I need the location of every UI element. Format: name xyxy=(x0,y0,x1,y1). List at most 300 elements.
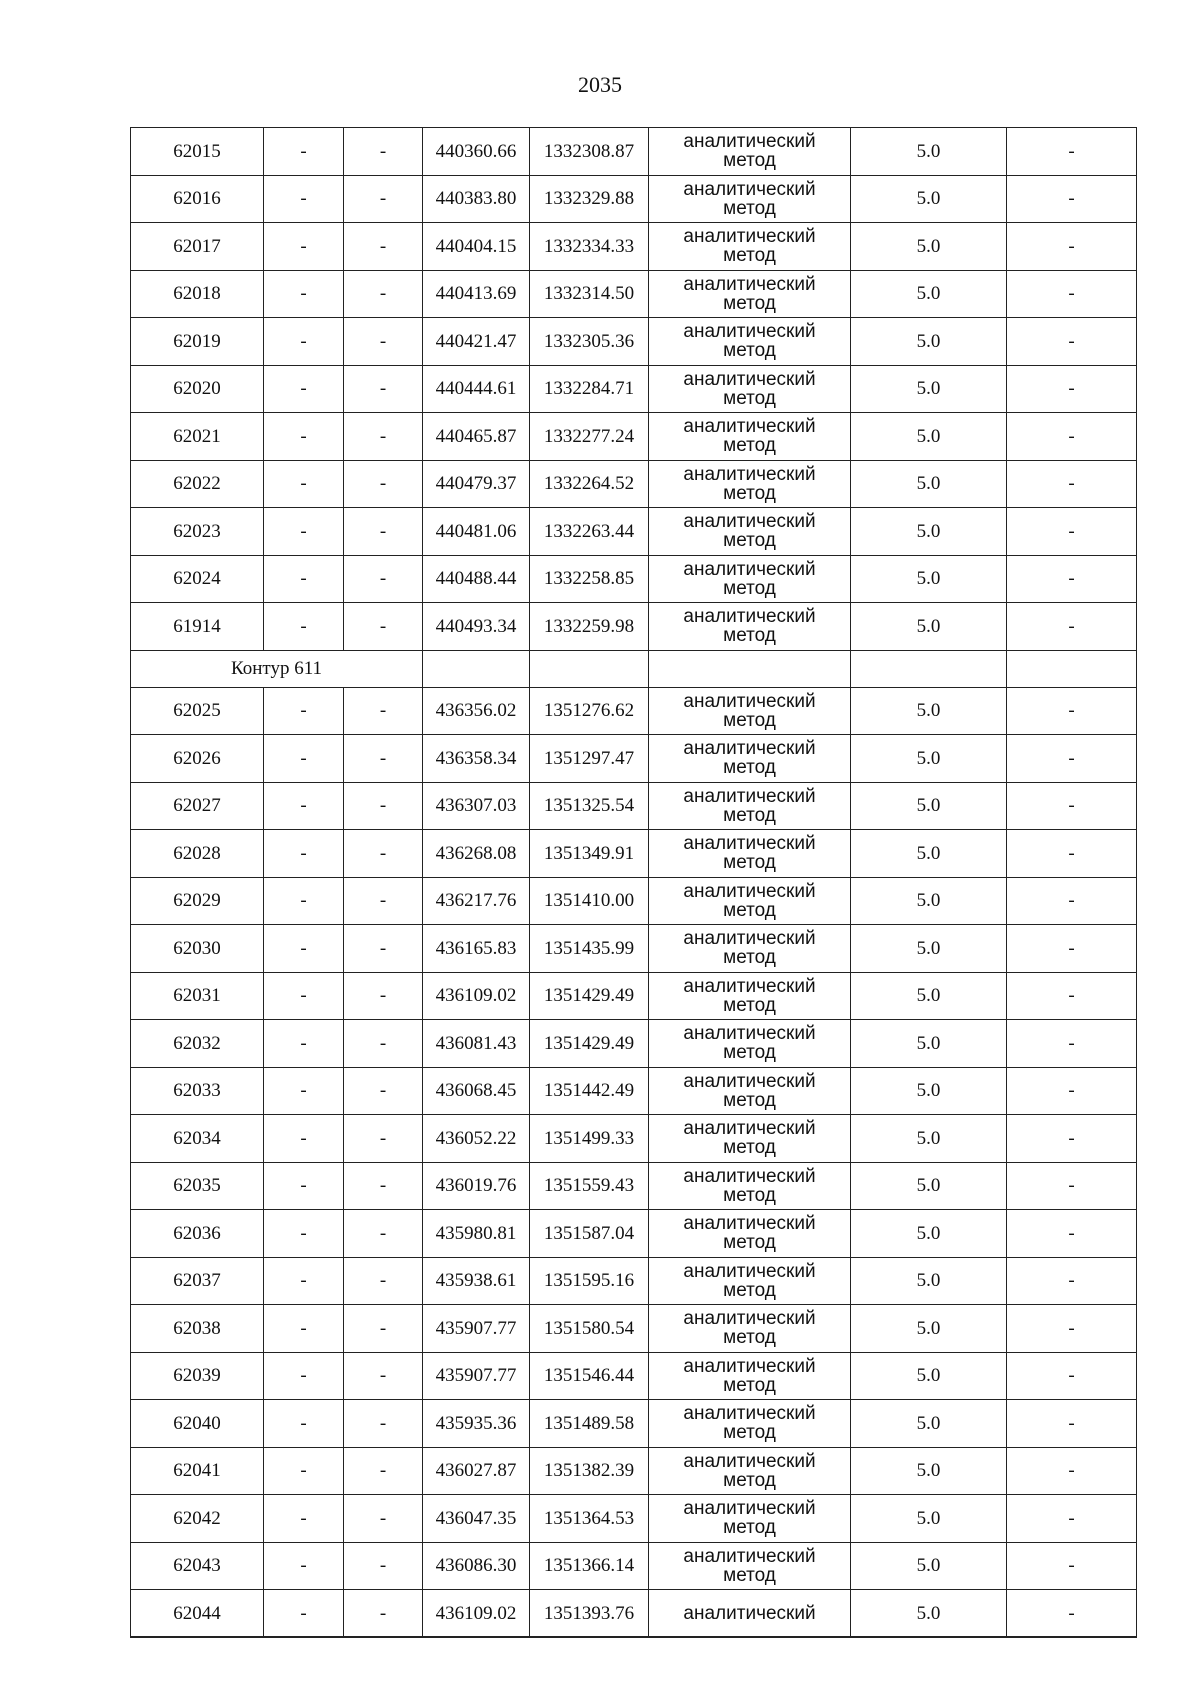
x-coordinate-cell: 435980.81 xyxy=(423,1210,530,1258)
section-empty-cell xyxy=(851,650,1007,687)
point-number-cell: 62024 xyxy=(131,555,264,603)
dash-cell: - xyxy=(1007,1115,1137,1163)
table-row xyxy=(131,687,1137,735)
table-row xyxy=(131,603,1137,651)
dash-cell: - xyxy=(1007,1447,1137,1495)
accuracy-cell: 5.0 xyxy=(851,1020,1007,1068)
x-coordinate-cell: 435907.77 xyxy=(423,1352,530,1400)
x-coordinate-cell: 440444.61 xyxy=(423,365,530,413)
x-coordinate-cell: 440383.80 xyxy=(423,175,530,223)
method-text: аналитический xyxy=(683,606,816,628)
accuracy-cell: 5.0 xyxy=(851,555,1007,603)
y-coordinate-cell: 1351382.39 xyxy=(530,1447,649,1495)
method-text: метод xyxy=(723,387,776,409)
y-coordinate-cell: 1332305.36 xyxy=(530,318,649,366)
accuracy-cell: 5.0 xyxy=(851,1257,1007,1305)
method-cell xyxy=(649,1162,851,1210)
y-coordinate-cell: 1351559.43 xyxy=(530,1162,649,1210)
point-number-cell: 62021 xyxy=(131,413,264,461)
accuracy-cell: 5.0 xyxy=(851,1542,1007,1590)
x-coordinate-cell: 436358.34 xyxy=(423,735,530,783)
dash-cell: - xyxy=(264,1115,344,1163)
method-cell xyxy=(649,1067,851,1115)
x-coordinate-cell: 440493.34 xyxy=(423,603,530,651)
dash-cell: - xyxy=(1007,460,1137,508)
point-number-cell: 62028 xyxy=(131,830,264,878)
point-number-cell: 62040 xyxy=(131,1400,264,1448)
method-cell xyxy=(649,735,851,783)
method-cell xyxy=(649,830,851,878)
table-row xyxy=(131,1590,1137,1638)
method-text: метод xyxy=(723,1517,776,1539)
dash-cell: - xyxy=(264,318,344,366)
y-coordinate-cell: 1332308.87 xyxy=(530,128,649,176)
method-text: аналитический xyxy=(683,1118,816,1140)
method-text: метод xyxy=(723,1232,776,1254)
dash-cell: - xyxy=(264,1162,344,1210)
point-number-cell: 62030 xyxy=(131,925,264,973)
accuracy-cell: 5.0 xyxy=(851,270,1007,318)
method-text: аналитический xyxy=(683,1403,816,1425)
x-coordinate-cell: 435907.77 xyxy=(423,1305,530,1353)
dash-cell: - xyxy=(344,555,423,603)
dash-cell: - xyxy=(344,1162,423,1210)
method-cell xyxy=(649,365,851,413)
dash-cell: - xyxy=(1007,972,1137,1020)
method-text: метод xyxy=(723,340,776,362)
table-row xyxy=(131,1067,1137,1115)
method-text: метод xyxy=(723,757,776,779)
method-text: аналитический xyxy=(683,463,816,485)
table-row xyxy=(131,1162,1137,1210)
method-text: аналитический xyxy=(683,273,816,295)
x-coordinate-cell: 436019.76 xyxy=(423,1162,530,1210)
table-row xyxy=(131,555,1137,603)
accuracy-cell: 5.0 xyxy=(851,1447,1007,1495)
table-row xyxy=(131,223,1137,271)
dash-cell: - xyxy=(1007,1590,1137,1638)
method-text: метод xyxy=(723,530,776,552)
method-text: метод xyxy=(723,852,776,874)
method-text: аналитический xyxy=(683,131,816,153)
table-row xyxy=(131,1257,1137,1305)
accuracy-cell: 5.0 xyxy=(851,877,1007,925)
dash-cell: - xyxy=(1007,925,1137,973)
method-cell xyxy=(649,925,851,973)
method-text: метод xyxy=(723,435,776,457)
dash-cell: - xyxy=(344,1495,423,1543)
method-text: аналитический xyxy=(683,1602,816,1624)
y-coordinate-cell: 1351325.54 xyxy=(530,782,649,830)
dash-cell: - xyxy=(264,1495,344,1543)
dash-cell: - xyxy=(264,1305,344,1353)
y-coordinate-cell: 1351595.16 xyxy=(530,1257,649,1305)
accuracy-cell: 5.0 xyxy=(851,223,1007,271)
y-coordinate-cell: 1332277.24 xyxy=(530,413,649,461)
dash-cell: - xyxy=(264,270,344,318)
dash-cell: - xyxy=(1007,1542,1137,1590)
dash-cell: - xyxy=(1007,1352,1137,1400)
table-body-top xyxy=(131,128,1137,651)
accuracy-cell: 5.0 xyxy=(851,603,1007,651)
dash-cell: - xyxy=(1007,877,1137,925)
y-coordinate-cell: 1332329.88 xyxy=(530,175,649,223)
table-row xyxy=(131,1400,1137,1448)
x-coordinate-cell: 440479.37 xyxy=(423,460,530,508)
table-body-bottom xyxy=(131,687,1137,1637)
method-text: аналитический xyxy=(683,1213,816,1235)
method-text: метод xyxy=(723,577,776,599)
dash-cell: - xyxy=(1007,128,1137,176)
y-coordinate-cell: 1332334.33 xyxy=(530,223,649,271)
dash-cell: - xyxy=(344,223,423,271)
method-cell xyxy=(649,128,851,176)
method-cell xyxy=(649,1542,851,1590)
method-cell xyxy=(649,223,851,271)
method-cell xyxy=(649,603,851,651)
dash-cell: - xyxy=(344,782,423,830)
table-row xyxy=(131,1447,1137,1495)
dash-cell: - xyxy=(1007,830,1137,878)
dash-cell: - xyxy=(1007,555,1137,603)
accuracy-cell: 5.0 xyxy=(851,735,1007,783)
accuracy-cell: 5.0 xyxy=(851,1115,1007,1163)
dash-cell: - xyxy=(344,603,423,651)
dash-cell: - xyxy=(344,735,423,783)
dash-cell: - xyxy=(344,175,423,223)
point-number-cell: 62044 xyxy=(131,1590,264,1638)
accuracy-cell: 5.0 xyxy=(851,1305,1007,1353)
y-coordinate-cell: 1351410.00 xyxy=(530,877,649,925)
method-text: аналитический xyxy=(683,1023,816,1045)
x-coordinate-cell: 436086.30 xyxy=(423,1542,530,1590)
method-cell xyxy=(649,1352,851,1400)
dash-cell: - xyxy=(264,555,344,603)
point-number-cell: 61914 xyxy=(131,603,264,651)
method-text: метод xyxy=(723,1422,776,1444)
method-text: метод xyxy=(723,1042,776,1064)
method-text: аналитический xyxy=(683,558,816,580)
method-text: метод xyxy=(723,625,776,647)
method-cell xyxy=(649,687,851,735)
x-coordinate-cell: 436081.43 xyxy=(423,1020,530,1068)
dash-cell: - xyxy=(264,1210,344,1258)
accuracy-cell: 5.0 xyxy=(851,128,1007,176)
table-row xyxy=(131,925,1137,973)
method-text: аналитический xyxy=(683,1450,816,1472)
dash-cell: - xyxy=(1007,687,1137,735)
table-row xyxy=(131,460,1137,508)
method-text: аналитический xyxy=(683,880,816,902)
method-text: аналитический xyxy=(683,1165,816,1187)
method-text: аналитический xyxy=(683,511,816,533)
y-coordinate-cell: 1351580.54 xyxy=(530,1305,649,1353)
point-number-cell: 62035 xyxy=(131,1162,264,1210)
y-coordinate-cell: 1351297.47 xyxy=(530,735,649,783)
y-coordinate-cell: 1351349.91 xyxy=(530,830,649,878)
method-text: аналитический xyxy=(683,416,816,438)
x-coordinate-cell: 440481.06 xyxy=(423,508,530,556)
method-cell xyxy=(649,460,851,508)
x-coordinate-cell: 436052.22 xyxy=(423,1115,530,1163)
method-text: метод xyxy=(723,1089,776,1111)
point-number-cell: 62020 xyxy=(131,365,264,413)
dash-cell: - xyxy=(1007,1020,1137,1068)
dash-cell: - xyxy=(264,175,344,223)
dash-cell: - xyxy=(344,1067,423,1115)
point-number-cell: 62039 xyxy=(131,1352,264,1400)
accuracy-cell: 5.0 xyxy=(851,460,1007,508)
accuracy-cell: 5.0 xyxy=(851,687,1007,735)
dash-cell: - xyxy=(264,830,344,878)
accuracy-cell: 5.0 xyxy=(851,925,1007,973)
method-cell xyxy=(649,175,851,223)
method-text: метод xyxy=(723,1374,776,1396)
x-coordinate-cell: 436165.83 xyxy=(423,925,530,973)
method-text: аналитический xyxy=(683,1070,816,1092)
method-text: метод xyxy=(723,1564,776,1586)
section-empty-cell xyxy=(423,650,530,687)
dash-cell: - xyxy=(264,1400,344,1448)
dash-cell: - xyxy=(344,1210,423,1258)
accuracy-cell: 5.0 xyxy=(851,1495,1007,1543)
accuracy-cell: 5.0 xyxy=(851,830,1007,878)
table-row xyxy=(131,735,1137,783)
method-text: метод xyxy=(723,482,776,504)
dash-cell: - xyxy=(264,223,344,271)
method-cell xyxy=(649,413,851,461)
dash-cell: - xyxy=(344,460,423,508)
dash-cell: - xyxy=(344,365,423,413)
y-coordinate-cell: 1351364.53 xyxy=(530,1495,649,1543)
point-number-cell: 62033 xyxy=(131,1067,264,1115)
dash-cell: - xyxy=(264,413,344,461)
method-cell xyxy=(649,877,851,925)
y-coordinate-cell: 1351429.49 xyxy=(530,1020,649,1068)
dash-cell: - xyxy=(264,735,344,783)
dash-cell: - xyxy=(264,687,344,735)
x-coordinate-cell: 435935.36 xyxy=(423,1400,530,1448)
y-coordinate-cell: 1351546.44 xyxy=(530,1352,649,1400)
point-number-cell: 62017 xyxy=(131,223,264,271)
method-text: метод xyxy=(723,1327,776,1349)
dash-cell: - xyxy=(344,1257,423,1305)
y-coordinate-cell: 1332284.71 xyxy=(530,365,649,413)
y-coordinate-cell: 1351366.14 xyxy=(530,1542,649,1590)
accuracy-cell: 5.0 xyxy=(851,1210,1007,1258)
x-coordinate-cell: 436217.76 xyxy=(423,877,530,925)
table-row xyxy=(131,1352,1137,1400)
method-text: аналитический xyxy=(683,1308,816,1330)
point-number-cell: 62029 xyxy=(131,877,264,925)
x-coordinate-cell: 440421.47 xyxy=(423,318,530,366)
y-coordinate-cell: 1332314.50 xyxy=(530,270,649,318)
dash-cell: - xyxy=(264,128,344,176)
method-text: метод xyxy=(723,994,776,1016)
page-number: 2035 xyxy=(578,72,622,97)
section-label: Контур 611 xyxy=(131,650,423,687)
dash-cell: - xyxy=(344,1115,423,1163)
dash-cell: - xyxy=(264,1257,344,1305)
dash-cell: - xyxy=(264,1542,344,1590)
accuracy-cell: 5.0 xyxy=(851,1067,1007,1115)
method-cell xyxy=(649,1590,851,1638)
method-text: аналитический xyxy=(683,1545,816,1567)
x-coordinate-cell: 440413.69 xyxy=(423,270,530,318)
dash-cell: - xyxy=(1007,1305,1137,1353)
method-cell xyxy=(649,318,851,366)
accuracy-cell: 5.0 xyxy=(851,1352,1007,1400)
y-coordinate-cell: 1351429.49 xyxy=(530,972,649,1020)
table-row xyxy=(131,1020,1137,1068)
method-cell xyxy=(649,972,851,1020)
accuracy-cell: 5.0 xyxy=(851,413,1007,461)
y-coordinate-cell: 1351276.62 xyxy=(530,687,649,735)
point-number-cell: 62032 xyxy=(131,1020,264,1068)
table-row xyxy=(131,830,1137,878)
dash-cell: - xyxy=(1007,735,1137,783)
method-text: аналитический xyxy=(683,928,816,950)
dash-cell: - xyxy=(264,1352,344,1400)
dash-cell: - xyxy=(344,1447,423,1495)
y-coordinate-cell: 1351499.33 xyxy=(530,1115,649,1163)
dash-cell: - xyxy=(344,270,423,318)
method-cell xyxy=(649,1447,851,1495)
table-row xyxy=(131,175,1137,223)
method-text: метод xyxy=(723,804,776,826)
dash-cell: - xyxy=(344,925,423,973)
table-row xyxy=(131,270,1137,318)
point-number-cell: 62026 xyxy=(131,735,264,783)
method-text: метод xyxy=(723,150,776,172)
method-cell xyxy=(649,1305,851,1353)
dash-cell: - xyxy=(344,1305,423,1353)
point-number-cell: 62041 xyxy=(131,1447,264,1495)
method-cell xyxy=(649,782,851,830)
dash-cell: - xyxy=(344,413,423,461)
section-empty-cell xyxy=(530,650,649,687)
dash-cell: - xyxy=(264,1067,344,1115)
accuracy-cell: 5.0 xyxy=(851,1162,1007,1210)
y-coordinate-cell: 1351587.04 xyxy=(530,1210,649,1258)
x-coordinate-cell: 436027.87 xyxy=(423,1447,530,1495)
table-row xyxy=(131,318,1137,366)
method-cell xyxy=(649,508,851,556)
dash-cell: - xyxy=(264,460,344,508)
x-coordinate-cell: 436109.02 xyxy=(423,972,530,1020)
x-coordinate-cell: 436068.45 xyxy=(423,1067,530,1115)
point-number-cell: 62027 xyxy=(131,782,264,830)
dash-cell: - xyxy=(264,365,344,413)
point-number-cell: 62015 xyxy=(131,128,264,176)
point-number-cell: 62043 xyxy=(131,1542,264,1590)
dash-cell: - xyxy=(264,1447,344,1495)
x-coordinate-cell: 435938.61 xyxy=(423,1257,530,1305)
dash-cell: - xyxy=(1007,175,1137,223)
dash-cell: - xyxy=(1007,782,1137,830)
point-number-cell: 62037 xyxy=(131,1257,264,1305)
point-number-cell: 62016 xyxy=(131,175,264,223)
section-header xyxy=(131,650,1137,687)
section-empty-cell xyxy=(649,650,851,687)
dash-cell: - xyxy=(1007,365,1137,413)
dash-cell: - xyxy=(344,877,423,925)
x-coordinate-cell: 440404.15 xyxy=(423,223,530,271)
y-coordinate-cell: 1332258.85 xyxy=(530,555,649,603)
point-number-cell: 62018 xyxy=(131,270,264,318)
dash-cell: - xyxy=(344,1400,423,1448)
accuracy-cell: 5.0 xyxy=(851,508,1007,556)
section-row xyxy=(131,650,1137,687)
method-text: аналитический xyxy=(683,833,816,855)
dash-cell: - xyxy=(344,972,423,1020)
method-cell xyxy=(649,270,851,318)
table-row xyxy=(131,1115,1137,1163)
method-text: метод xyxy=(723,947,776,969)
dash-cell: - xyxy=(264,782,344,830)
accuracy-cell: 5.0 xyxy=(851,365,1007,413)
accuracy-cell: 5.0 xyxy=(851,1590,1007,1638)
table-row xyxy=(131,128,1137,176)
dash-cell: - xyxy=(344,318,423,366)
y-coordinate-cell: 1351442.49 xyxy=(530,1067,649,1115)
method-text: метод xyxy=(723,1469,776,1491)
coordinates-table xyxy=(130,127,1137,1638)
accuracy-cell: 5.0 xyxy=(851,318,1007,366)
section-empty-cell xyxy=(1007,650,1137,687)
y-coordinate-cell: 1351393.76 xyxy=(530,1590,649,1638)
method-text: аналитический xyxy=(683,738,816,760)
dash-cell: - xyxy=(264,877,344,925)
table-row xyxy=(131,365,1137,413)
dash-cell: - xyxy=(1007,318,1137,366)
dash-cell: - xyxy=(264,1590,344,1638)
dash-cell: - xyxy=(1007,1210,1137,1258)
dash-cell: - xyxy=(264,508,344,556)
dash-cell: - xyxy=(264,972,344,1020)
y-coordinate-cell: 1332259.98 xyxy=(530,603,649,651)
x-coordinate-cell: 436356.02 xyxy=(423,687,530,735)
table-row xyxy=(131,877,1137,925)
x-coordinate-cell: 436268.08 xyxy=(423,830,530,878)
method-text: метод xyxy=(723,197,776,219)
accuracy-cell: 5.0 xyxy=(851,782,1007,830)
dash-cell: - xyxy=(344,830,423,878)
method-text: аналитический xyxy=(683,178,816,200)
dash-cell: - xyxy=(1007,1257,1137,1305)
method-cell xyxy=(649,1495,851,1543)
method-text: аналитический xyxy=(683,1260,816,1282)
method-text: метод xyxy=(723,1137,776,1159)
point-number-cell: 62042 xyxy=(131,1495,264,1543)
point-number-cell: 62038 xyxy=(131,1305,264,1353)
dash-cell: - xyxy=(344,1352,423,1400)
point-number-cell: 62019 xyxy=(131,318,264,366)
dash-cell: - xyxy=(264,925,344,973)
method-text: аналитический xyxy=(683,226,816,248)
y-coordinate-cell: 1332264.52 xyxy=(530,460,649,508)
dash-cell: - xyxy=(344,1020,423,1068)
method-cell xyxy=(649,1210,851,1258)
x-coordinate-cell: 436109.02 xyxy=(423,1590,530,1638)
method-text: аналитический xyxy=(683,321,816,343)
method-cell xyxy=(649,1115,851,1163)
dash-cell: - xyxy=(1007,223,1137,271)
method-cell xyxy=(649,1020,851,1068)
point-number-cell: 62036 xyxy=(131,1210,264,1258)
dash-cell: - xyxy=(344,1590,423,1638)
dash-cell: - xyxy=(344,1542,423,1590)
